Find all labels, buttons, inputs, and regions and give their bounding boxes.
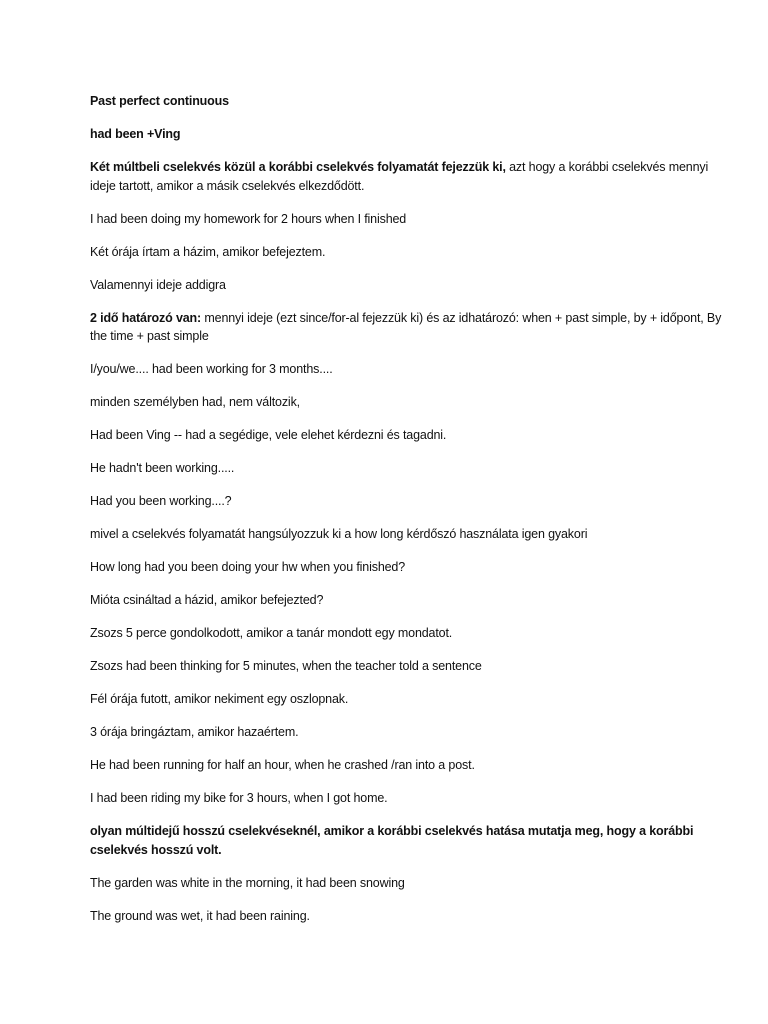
document-title: Past perfect continuous — [90, 94, 229, 108]
paragraph-time-adverbs-bold: 2 idő határozó van: — [90, 310, 202, 325]
example-negative: He hadn't been working..... — [90, 461, 235, 475]
paragraph-time-adverbs — [90, 309, 730, 346]
example-how-long-translation: Mióta csináltad a házid, amikor befejezted? — [90, 593, 324, 607]
document-page — [90, 92, 730, 940]
note-auxiliary: Had been Ving -- had a segédige, vele elehet kérdezni és tagadni. — [90, 428, 447, 442]
example-translation: Két órája írtam a házim, amikor befejeztem. — [90, 244, 326, 259]
note-line: Valamennyi ideje addigra — [90, 277, 226, 292]
note-had: minden személyben had, nem változik, — [90, 395, 300, 409]
example-zsozs-hu: Zsozs 5 perce gondolkodott, amikor a tanár mondott egy mondatot. — [90, 626, 453, 640]
note-how-long: mivel a cselekvés folyamatát hangsúlyozzuk ki a how long kérdőszó használata igen gyakori — [90, 527, 588, 541]
paragraph-definition-rest: azt hogy a korábbi cselekvés mennyi ideje tartott, amikor a másik cselekvés elkezdődött. — [90, 160, 709, 193]
example-running-en: He had been running for half an hour, when he crashed /ran into a post. — [90, 758, 475, 772]
example-running-hu: Fél órája futott, amikor nekiment egy oszlopnak. — [90, 692, 349, 706]
formula: had been +Ving — [90, 127, 181, 141]
example-biking-hu: 3 órája bringáztam, amikor hazaértem. — [90, 725, 299, 739]
example-snowing: The garden was white in the morning, it had been snowing — [90, 875, 405, 890]
example-pronouns: I/you/we.... had been working for 3 months.... — [90, 362, 333, 376]
paragraph-definition-bold: Két múltbeli cselekvés közül a korábbi cselekvés folyamatát fejezzük ki, — [90, 160, 506, 174]
paragraph-definition — [90, 158, 730, 195]
example-zsozs-en: Zsozs had been thinking for 5 minutes, when the teacher told a sentence — [90, 659, 482, 673]
example-question: Had you been working....? — [90, 494, 232, 508]
paragraph-effect: olyan múltidejű hosszú cselekvéseknél, amikor a korábbi cselekvés hatása mutatja meg, hogy a korábbi cselekvés hosszú volt. — [90, 824, 694, 857]
example-raining: The ground was wet, it had been raining. — [90, 908, 310, 923]
example-sentence: I had been doing my homework for 2 hours when I finished — [90, 211, 407, 226]
example-biking-en: I had been riding my bike for 3 hours, when I got home. — [90, 791, 388, 805]
paragraph-time-adverbs-rest: mennyi ideje (ezt since/for-al fejezzük ki) és az idhatározó: when + past simple, by + időpont, By the time + past simple — [90, 310, 722, 343]
example-how-long: How long had you been doing your hw when you finished? — [90, 560, 406, 574]
